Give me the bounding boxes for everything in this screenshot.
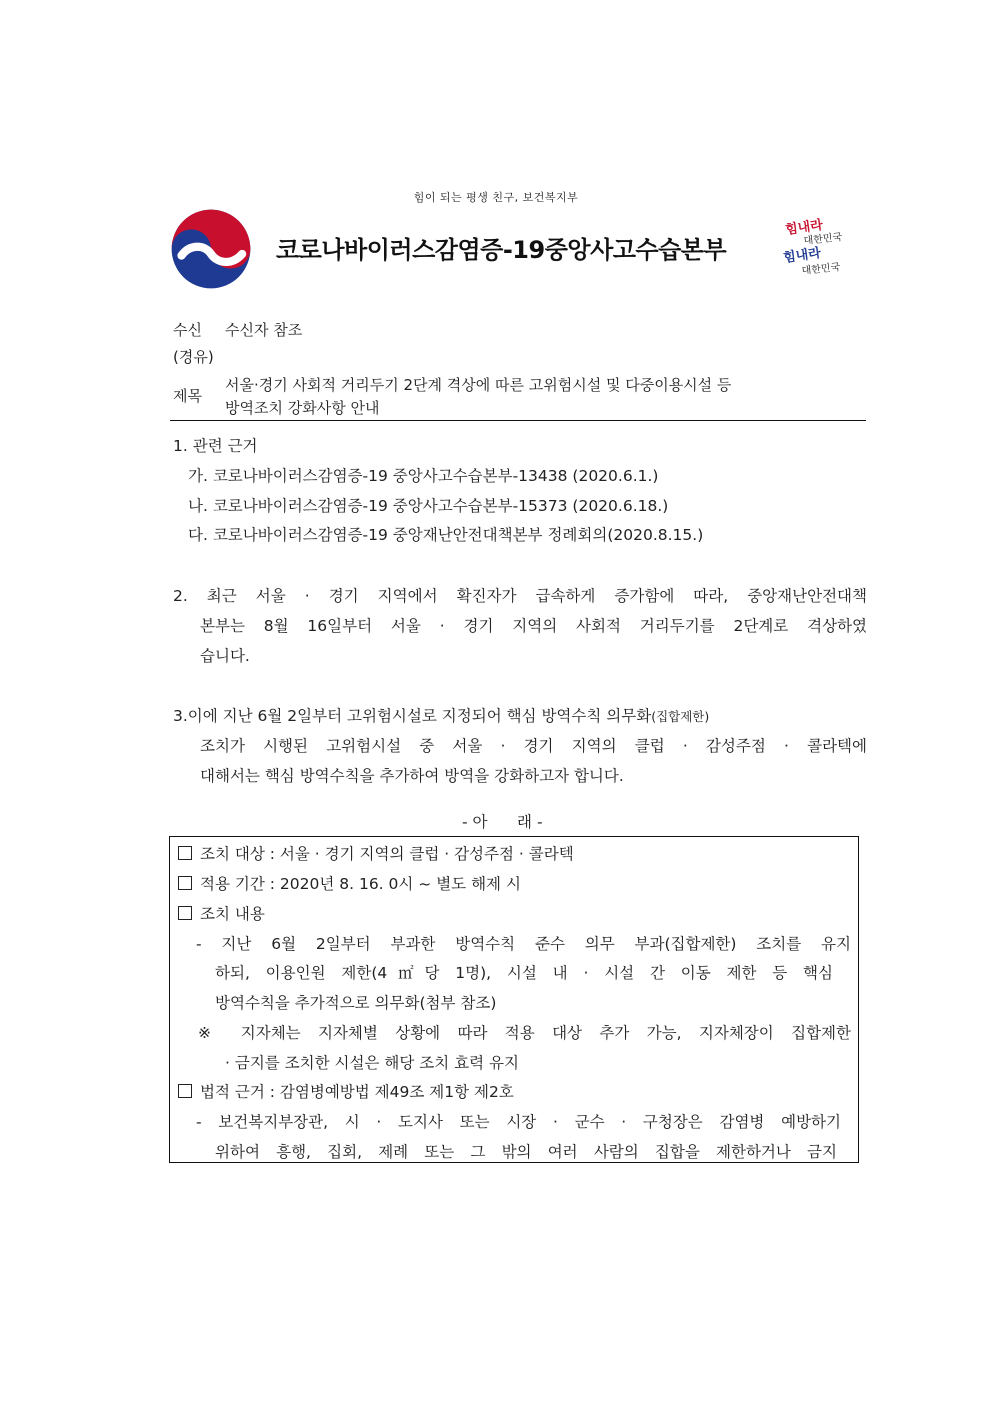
section3-line: [173, 704, 709, 726]
box-item-text: 법적 근거 : 감염병예방법 제49조 제1항 제2호: [200, 1083, 514, 1101]
box-item-legal: [178, 1080, 514, 1102]
divider: [170, 420, 866, 421]
box-detail-line: - 지난 6월 2일부터 부과한 방역수칙 준수 의무 부과(집합제한) 조치를 유지: [196, 935, 851, 953]
box-item-target: [178, 842, 574, 864]
section2-line: 2. 최근 서울 · 경기 지역에서 확진자가 급속하게 증가함에 따라, 중앙재난안전대책: [173, 587, 867, 605]
svg-text:힘내라: 힘내라: [782, 245, 822, 266]
section2-line: 본부는 8월 16일부터 서울 · 경기 지역의 사회적 거리두기를 2단계로 격상하였: [200, 617, 867, 635]
box-item-text: 적용 기간 : 2020년 8. 16. 0시 ~ 별도 해제 시: [200, 875, 521, 893]
box-detail-line: 위하여 흥행, 집회, 제례 또는 그 밖의 여러 사람의 집합을 제한하거나 금지: [215, 1143, 837, 1161]
recipient-value: 수신자 참조: [225, 321, 303, 339]
section2-line: 습니다.: [200, 647, 250, 665]
section1-item: 다. 코로나바이러스감염증-19 중앙재난안전대책본부 정례회의(2020.8.15.): [188, 526, 704, 544]
box-item-period: [178, 872, 521, 894]
section3-line: 대해서는 핵심 방역수칙을 추가하여 방역을 강화하고자 합니다.: [200, 767, 624, 785]
recipient-label: 수신: [173, 321, 202, 339]
section3-line-note: (집합제한): [651, 709, 710, 724]
box-item-text: 조치 내용: [200, 905, 265, 923]
box-note-line: · 금지를 조치한 시설은 해당 조치 효력 유지: [225, 1054, 519, 1072]
box-detail-line: 하되, 이용인원 제한(4㎡당 1명), 시설 내 · 시설 간 이동 제한 등 핵심: [215, 964, 833, 982]
slogan: 힘이 되는 평생 친구, 보건복지부: [413, 191, 579, 204]
box-note-line: ※ 지자체는 지자체별 상황에 따라 적용 대상 추가 가능, 지자체장이 집합제한: [198, 1024, 851, 1042]
svg-text:힘내라: 힘내라: [784, 217, 824, 238]
subject-line-2: 방역조치 강화사항 안내: [225, 399, 380, 417]
section3-line-main: 3.이에 지난 6월 2일부터 고위험시설로 지정되어 핵심 방역수칙 의무화: [173, 707, 652, 725]
subject-line-1: 서울·경기 사회적 거리두기 2단계 격상에 따른 고위험시설 및 다중이용시설 등: [225, 376, 732, 394]
svg-text:대한민국: 대한민국: [803, 232, 843, 247]
checkbox-icon: [178, 846, 192, 860]
box-detail-line: 방역수칙을 추가적으로 의무화(첨부 참조): [215, 994, 497, 1012]
checkbox-icon: [178, 1084, 192, 1098]
box-item-content: [178, 902, 265, 924]
agency-title: 코로나바이러스감염증-19중앙사고수습본부: [276, 236, 727, 264]
subject-label: 제목: [173, 387, 202, 405]
below-heading: - 아 래 -: [462, 813, 543, 831]
checkbox-icon: [178, 906, 192, 920]
section1-item: 나. 코로나바이러스감염증-19 중앙사고수습본부-15373 (2020.6.18.): [188, 497, 669, 515]
svg-text:대한민국: 대한민국: [801, 262, 841, 277]
calligraphy-logo: [780, 214, 860, 284]
section3-line: 조치가 시행된 고위험시설 중 서울 · 경기 지역의 클럽 · 감성주점 · 콜라텍에: [200, 737, 867, 755]
via-label: (경유): [173, 348, 214, 366]
checkbox-icon: [178, 876, 192, 890]
section1-item: 가. 코로나바이러스감염증-19 중앙사고수습본부-13438 (2020.6.1.): [188, 467, 659, 485]
government-emblem-icon: [170, 208, 252, 290]
box-item-text: 조치 대상 : 서울 · 경기 지역의 클럽 · 감성주점 · 콜라텍: [200, 845, 574, 863]
section1-title: 1. 관련 근거: [173, 437, 258, 455]
box-detail-line: - 보건복지부장관, 시 · 도지사 또는 시장 · 군수 · 구청장은 감염병 예방하기: [196, 1113, 841, 1131]
